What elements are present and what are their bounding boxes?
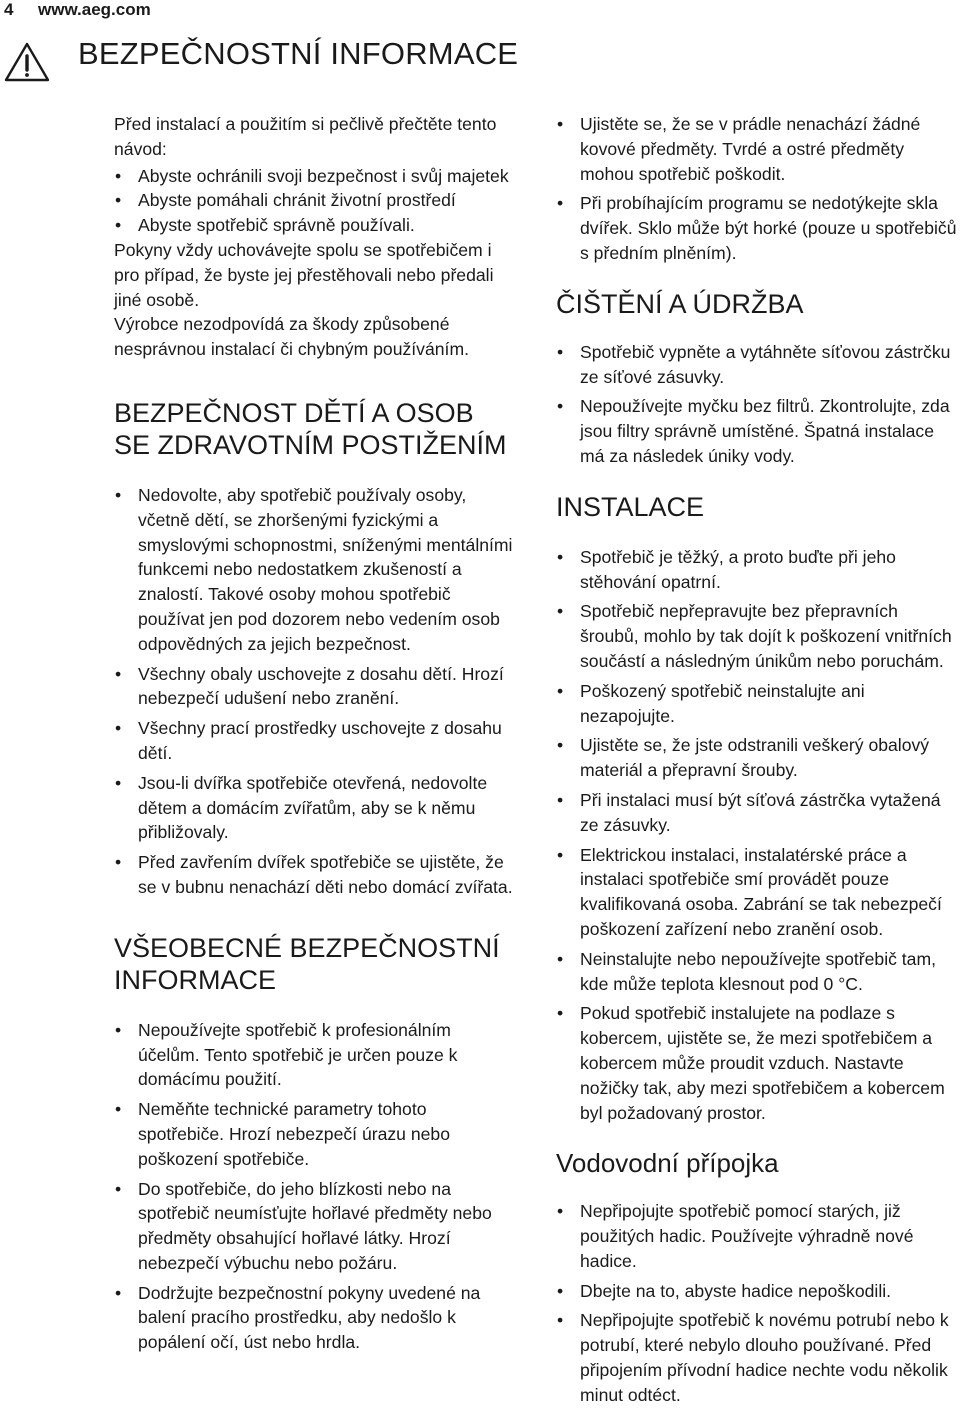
list-item: • Před zavřením dvířek spotřebiče se ujistěte, že se v bubnu nenachází děti nebo domácí zvířata. bbox=[114, 850, 514, 900]
cleaning-list bbox=[556, 340, 960, 469]
list-item: • Spotřebič vypněte a vytáhněte síťovou zástrčku ze síťové zásuvky. bbox=[556, 340, 960, 390]
keep-instructions-note: Pokyny vždy uchovávejte spolu se spotřebičem i pro případ, že byste jej přestěhovali nebo předali jiné osobě. bbox=[114, 239, 494, 310]
list-item: • Abyste pomáhali chránit životní prostředí bbox=[114, 188, 514, 213]
list-item: • Neměňte technické parametry tohoto spotřebiče. Hrozí nebezpečí úrazu nebo poškození spotřebiče. bbox=[114, 1097, 514, 1171]
list-item: • Spotřebič je těžký, a proto buďte při jeho stěhování opatrní. bbox=[556, 545, 960, 595]
list-item: • Při probíhajícím programu se nedotýkejte skla dvířek. Sklo může být horké (pouze u spotřebičů s předním plněním). bbox=[556, 191, 960, 265]
list-item: • Spotřebič nepřepravujte bez přepravních šroubů, mohlo by tak dojít k poškození vnitřních součástí a následným únikům nebo poruchám. bbox=[556, 599, 960, 673]
list-item: • Všechny prací prostředky uschovejte z dosahu dětí. bbox=[114, 716, 514, 766]
list-item: • Dbejte na to, abyste hadice nepoškodili. bbox=[556, 1279, 960, 1304]
list-item: • Nepřipojujte spotřebič pomocí starých, již použitých hadic. Používejte výhradně nové hadice. bbox=[556, 1199, 960, 1273]
list-item: • Nepoužívejte spotřebič k profesionálním účelům. Tento spotřebič je určen pouze k domácímu použití. bbox=[114, 1018, 514, 1092]
intro-text: Před instalací a použitím si pečlivě přečtěte tento návod: bbox=[114, 114, 497, 159]
list-item: • Jsou-li dvířka spotřebiče otevřená, nedovolte dětem a domácím zvířatům, aby se k němu přibližovaly. bbox=[114, 771, 514, 845]
list-item: • Abyste ochránili svoji bezpečnost i svůj majetek bbox=[114, 164, 514, 189]
left-column bbox=[114, 112, 514, 1360]
list-item: • Nepoužívejte myčku bez filtrů. Zkontrolujte, zda jsou filtry správně umístěné. Špatná instalace má za následek úniky vody. bbox=[556, 394, 960, 468]
general-safety-list-continued bbox=[556, 112, 960, 266]
list-item: • Všechny obaly uschovejte z dosahu dětí. Hrozí nebezpečí udušení nebo zranění. bbox=[114, 662, 514, 712]
section-title-water-connection: Vodovodní přípojka bbox=[556, 1148, 779, 1179]
intro-list bbox=[114, 164, 514, 238]
list-item: • Nedovolte, aby spotřebič používaly osoby, včetně dětí, se zhoršenými fyzickými a smyslovými schopnostmi, sníženými mentálními funkcemi nebo nedostatkem zkušeností a znalostí. Takové osoby mohou spotřebič používat jen pod dozorem nebo vedením osob odpovědných za jejich bezpečnost. bbox=[114, 483, 514, 657]
list-item: • Při instalaci musí být síťová zástrčka vytažená ze zásuvky. bbox=[556, 788, 960, 838]
list-item: • Ujistěte se, že se v prádle nenachází žádné kovové předměty. Tvrdé a ostré předměty mohou spotřebič poškodit. bbox=[556, 112, 960, 186]
right-column bbox=[556, 112, 960, 1413]
section-title-general-safety: VŠEOBECNÉ BEZPEČNOSTNÍ INFORMACE bbox=[114, 932, 500, 995]
liability-note: Výrobce nezodpovídá za škody způsobené nesprávnou instalací či chybným používáním. bbox=[114, 314, 469, 360]
list-item: • Ujistěte se, že jste odstranili veškerý obalový materiál a přepravní šrouby. bbox=[556, 733, 960, 783]
list-item: • Elektrickou instalaci, instalatérské práce a instalaci spotřebiče smí provádět pouze kvalifikovaná osoba. Zabrání se tak nebezpečí poškození zařízení nebo zranění osob. bbox=[556, 843, 960, 942]
site-url: www.aeg.com bbox=[38, 0, 151, 19]
page-number: 4 bbox=[4, 0, 14, 19]
list-item: • Abyste spotřebič správně používali. bbox=[114, 213, 514, 238]
section-title-installation: INSTALACE bbox=[556, 491, 705, 522]
list-item: • Do spotřebiče, do jeho blízkosti nebo na spotřebič neumísťujte hořlavé předměty nebo předměty obsahující hořlavé látky. Hrozí nebezpečí výbuchu nebo požáru. bbox=[114, 1177, 514, 1276]
page-title: BEZPEČNOSTNÍ INFORMACE bbox=[78, 36, 519, 71]
water-connection-list bbox=[556, 1199, 960, 1407]
list-item: • Poškozený spotřebič neinstalujte ani nezapojujte. bbox=[556, 679, 960, 729]
section-title-cleaning: ČIŠTĚNÍ A ÚDRŽBA bbox=[556, 288, 804, 319]
section-title-children-safety: BEZPEČNOST DĚTÍ A OSOB SE ZDRAVOTNÍM POSTIŽENÍM bbox=[114, 397, 507, 460]
installation-list bbox=[556, 545, 960, 1126]
children-safety-list bbox=[114, 483, 514, 900]
warning-triangle-icon bbox=[4, 42, 50, 82]
list-item: • Pokud spotřebič instalujete na podlaze s kobercem, ujistěte se, že mezi spotřebičem a kobercem může proudit vzduch. Nastavte nožičky tak, aby mezi spotřebičem a kobercem byl požadovaný prostor. bbox=[556, 1001, 960, 1125]
list-item: • Neinstalujte nebo nepoužívejte spotřebič tam, kde může teplota klesnout pod 0 °C. bbox=[556, 947, 960, 997]
list-item: • Dodržujte bezpečnostní pokyny uvedené na balení pracího prostředku, aby nedošlo k popálení očí, úst nebo hrdla. bbox=[114, 1281, 514, 1355]
list-item: • Nepřipojujte spotřebič k novému potrubí nebo k potrubí, které nebylo dlouho používané. Před připojením přívodní hadice nechte vodu několik minut odtéct. bbox=[556, 1308, 960, 1407]
general-safety-list bbox=[114, 1018, 514, 1355]
